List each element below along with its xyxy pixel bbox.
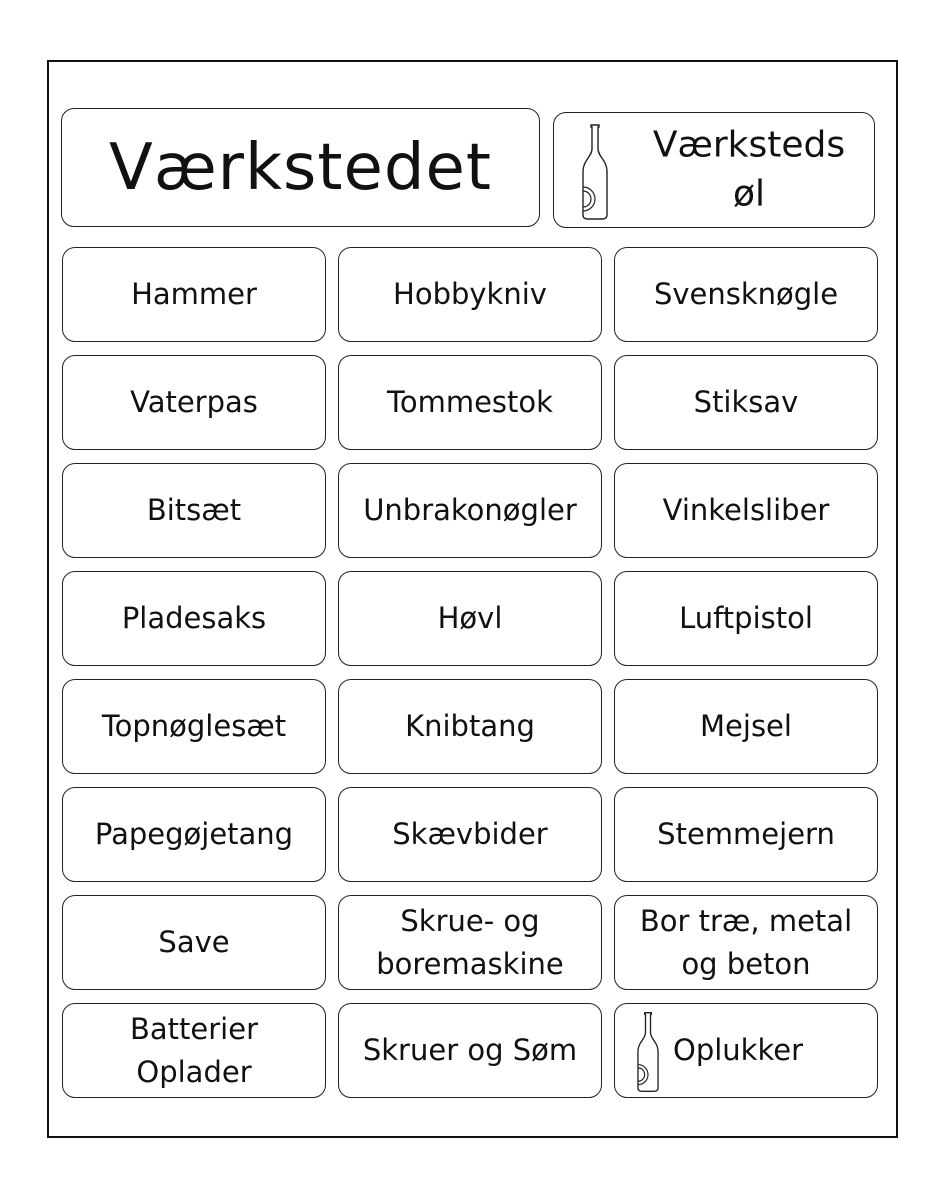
label-bor-træ-metal-og-beton	[614, 895, 878, 990]
label-text: Bitsæt	[146, 493, 242, 528]
label-bitsæt	[62, 463, 326, 558]
label-mejsel	[614, 679, 878, 774]
beer-bottle-icon	[580, 123, 610, 221]
label-stiksav	[614, 355, 878, 450]
label-vinkelsliber	[614, 463, 878, 558]
label-text: Værksteds øl	[652, 124, 846, 214]
label-hobbykniv	[338, 247, 602, 342]
label-text: Mejsel	[700, 709, 792, 744]
label-text: Skrue- og boremaskine	[376, 904, 564, 981]
label-text: Luftpistol	[679, 601, 813, 636]
label-text: Batterier Oplader	[130, 1012, 258, 1089]
label-hammer	[62, 247, 326, 342]
label-stemmejern	[614, 787, 878, 882]
label-text: Knibtang	[405, 709, 535, 744]
label-vaerksteds-ol	[553, 112, 875, 228]
label-høvl	[338, 571, 602, 666]
label-text: Stemmejern	[657, 817, 835, 852]
label-topnøglesæt	[62, 679, 326, 774]
label-text: Unbrakonøgler	[363, 493, 577, 528]
label-oplukker	[614, 1003, 878, 1098]
label-text: Pladesaks	[121, 601, 267, 636]
label-papegøjetang	[62, 787, 326, 882]
label-text: Svensknøgle	[653, 277, 839, 312]
label-unbrakonøgler	[338, 463, 602, 558]
label-text: Hobbykniv	[393, 277, 547, 312]
title-label	[61, 108, 540, 227]
label-text: Stiksav	[693, 385, 799, 420]
label-text: Skruer og Søm	[362, 1033, 578, 1068]
label-knibtang	[338, 679, 602, 774]
label-svensknøgle	[614, 247, 878, 342]
label-text: Oplukker	[673, 1033, 803, 1068]
label-skruer-og-søm	[338, 1003, 602, 1098]
label-vaterpas	[62, 355, 326, 450]
label-text: Skævbider	[392, 817, 548, 852]
label-luftpistol	[614, 571, 878, 666]
label-text: Save	[158, 925, 230, 960]
label-text: Vinkelsliber	[662, 493, 830, 528]
label-text: Tommestok	[387, 385, 553, 420]
label-pladesaks	[62, 571, 326, 666]
label-text: Vaterpas	[130, 385, 258, 420]
label-text: Hammer	[131, 277, 257, 312]
title-text: Værkstedet	[109, 130, 492, 205]
label-text: Bor træ, metal og beton	[639, 904, 853, 981]
label-text: Papegøjetang	[94, 817, 294, 852]
label-skrue-og-boremaskine	[338, 895, 602, 990]
beer-bottle-icon	[635, 1011, 661, 1093]
label-text: Topnøglesæt	[101, 709, 287, 744]
label-save	[62, 895, 326, 990]
label-tommestok	[338, 355, 602, 450]
label-skævbider	[338, 787, 602, 882]
label-batterier-oplader	[62, 1003, 326, 1098]
label-text: Høvl	[437, 601, 503, 636]
